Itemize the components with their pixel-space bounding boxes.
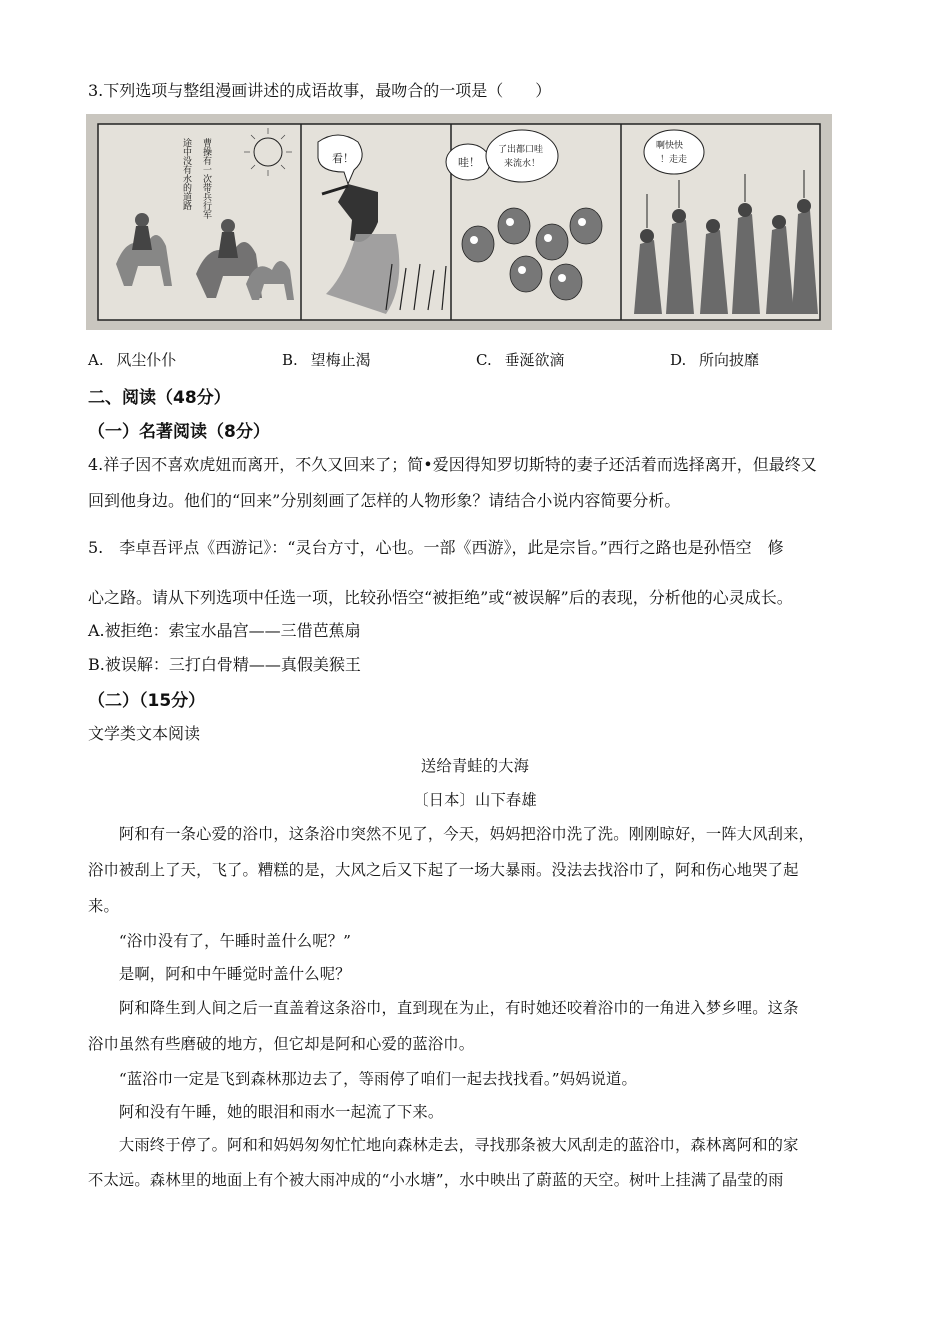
svg-text:来流水！: 来流水！: [504, 159, 541, 169]
part-2-title: （二）（15分）: [88, 691, 206, 711]
story-line: 阿和没有午睡，她的眼泪和雨水一起流了下来。: [88, 1103, 444, 1121]
story-line: “蓝浴巾一定是飞到森林那边去了，等雨停了咱们一起去找找看。”妈妈说道。: [88, 1070, 637, 1088]
svg-text:！走走: ！走走: [660, 155, 688, 165]
part-1-title: （一）名著阅读（8分）: [88, 422, 270, 442]
svg-text:了出都口哇: 了出都口哇: [498, 145, 544, 155]
q3-option-d: [670, 349, 759, 370]
q5-option-b: B.被误解：三打白骨精——真假美猴王: [88, 655, 361, 674]
story-line: 阿和有一条心爱的浴巾，这条浴巾突然不见了，今天，妈妈把浴巾洗了洗。刚刚晾好，一阵大风刮来，: [88, 825, 815, 843]
q3-option-a: [88, 349, 176, 370]
comic-strip-image: [86, 114, 832, 330]
story-line: 来。: [88, 897, 119, 915]
story-line: 阿和降生到人间之后一直盖着这条浴巾，直到现在为止，有时她还咬着浴巾的一角进入梦乡哩。这条: [88, 999, 799, 1017]
comic-speech-panel-3a: 哇！: [458, 156, 480, 169]
story-line: 是啊，阿和中午睡觉时盖什么呢？: [88, 965, 351, 983]
story-line: 浴巾虽然有些磨破的地方，但它却是阿和心爱的蓝浴巾。: [88, 1035, 475, 1053]
q3-option-c: [476, 349, 565, 370]
q4-line-1: 4.祥子因不喜欢虎妞而离开，不久又回来了；简•爱因得知罗切斯特的妻子还活着而选择离开，但最终又: [88, 455, 817, 474]
q5-line-1: 5. 李卓吾评点《西游记》：“灵台方寸，心也。一部《西游》，此是宗旨。”西行之路也是孙悟空 修: [88, 538, 784, 557]
story-title: 送给青蛙的大海: [420, 757, 530, 775]
q4-line-2: 回到他身边。他们的“回来”分别刻画了怎样的人物形象？请结合小说内容简要分析。: [88, 491, 681, 510]
option-text: 风尘仆仆: [116, 351, 177, 369]
option-letter: C.: [476, 351, 492, 369]
story-author: 〔日本〕山下春雄: [413, 791, 537, 809]
option-text: 所向披靡: [699, 351, 760, 369]
story-line: “浴巾没有了，午睡时盖什么呢？”: [88, 932, 352, 950]
story-line: 大雨终于停了。阿和和妈妈匆匆忙忙地向森林走去，寻找那条被大风刮走的蓝浴巾，森林离阿和的家: [88, 1136, 799, 1154]
comic-caption-panel-1: 曹操有一次带兵行军: [201, 138, 211, 219]
option-text: 望梅止渴: [310, 351, 371, 369]
comic-speech-panel-2: 看！: [332, 152, 354, 165]
option-letter: D.: [670, 351, 687, 369]
part-2-type: 文学类文本阅读: [88, 724, 201, 743]
q5-option-a: A.被拒绝：索宝水晶宫——三借芭蕉扇: [88, 621, 361, 640]
story-line: 浴巾被刮上了天，飞了。糟糕的是，大风之后又下起了一场大暴雨。没法去找浴巾了，阿和伤心地哭了起: [88, 861, 799, 879]
q5-line-2: 心之路。请从下列选项中任选一项，比较孙悟空“被拒绝”或“被误解”后的表现，分析他的心灵成长。: [88, 588, 793, 607]
option-letter: B.: [282, 351, 298, 369]
section-2-title: 二、阅读（48分）: [88, 388, 231, 408]
svg-text:啊快快: 啊快快: [656, 141, 684, 151]
question-3-stem: 3.下列选项与整组漫画讲述的成语故事，最吻合的一项是（ ）: [88, 81, 552, 100]
story-line: 不太远。森林里的地面上有个被大雨冲成的“小水塘”，水中映出了蔚蓝的天空。树叶上挂满了晶莹的雨: [88, 1171, 784, 1189]
svg-text:途中没有水的道路: 途中没有水的道路: [181, 138, 191, 210]
option-letter: A.: [88, 351, 104, 369]
option-text: 垂涎欲滴: [504, 351, 565, 369]
q3-option-b: [282, 349, 371, 370]
